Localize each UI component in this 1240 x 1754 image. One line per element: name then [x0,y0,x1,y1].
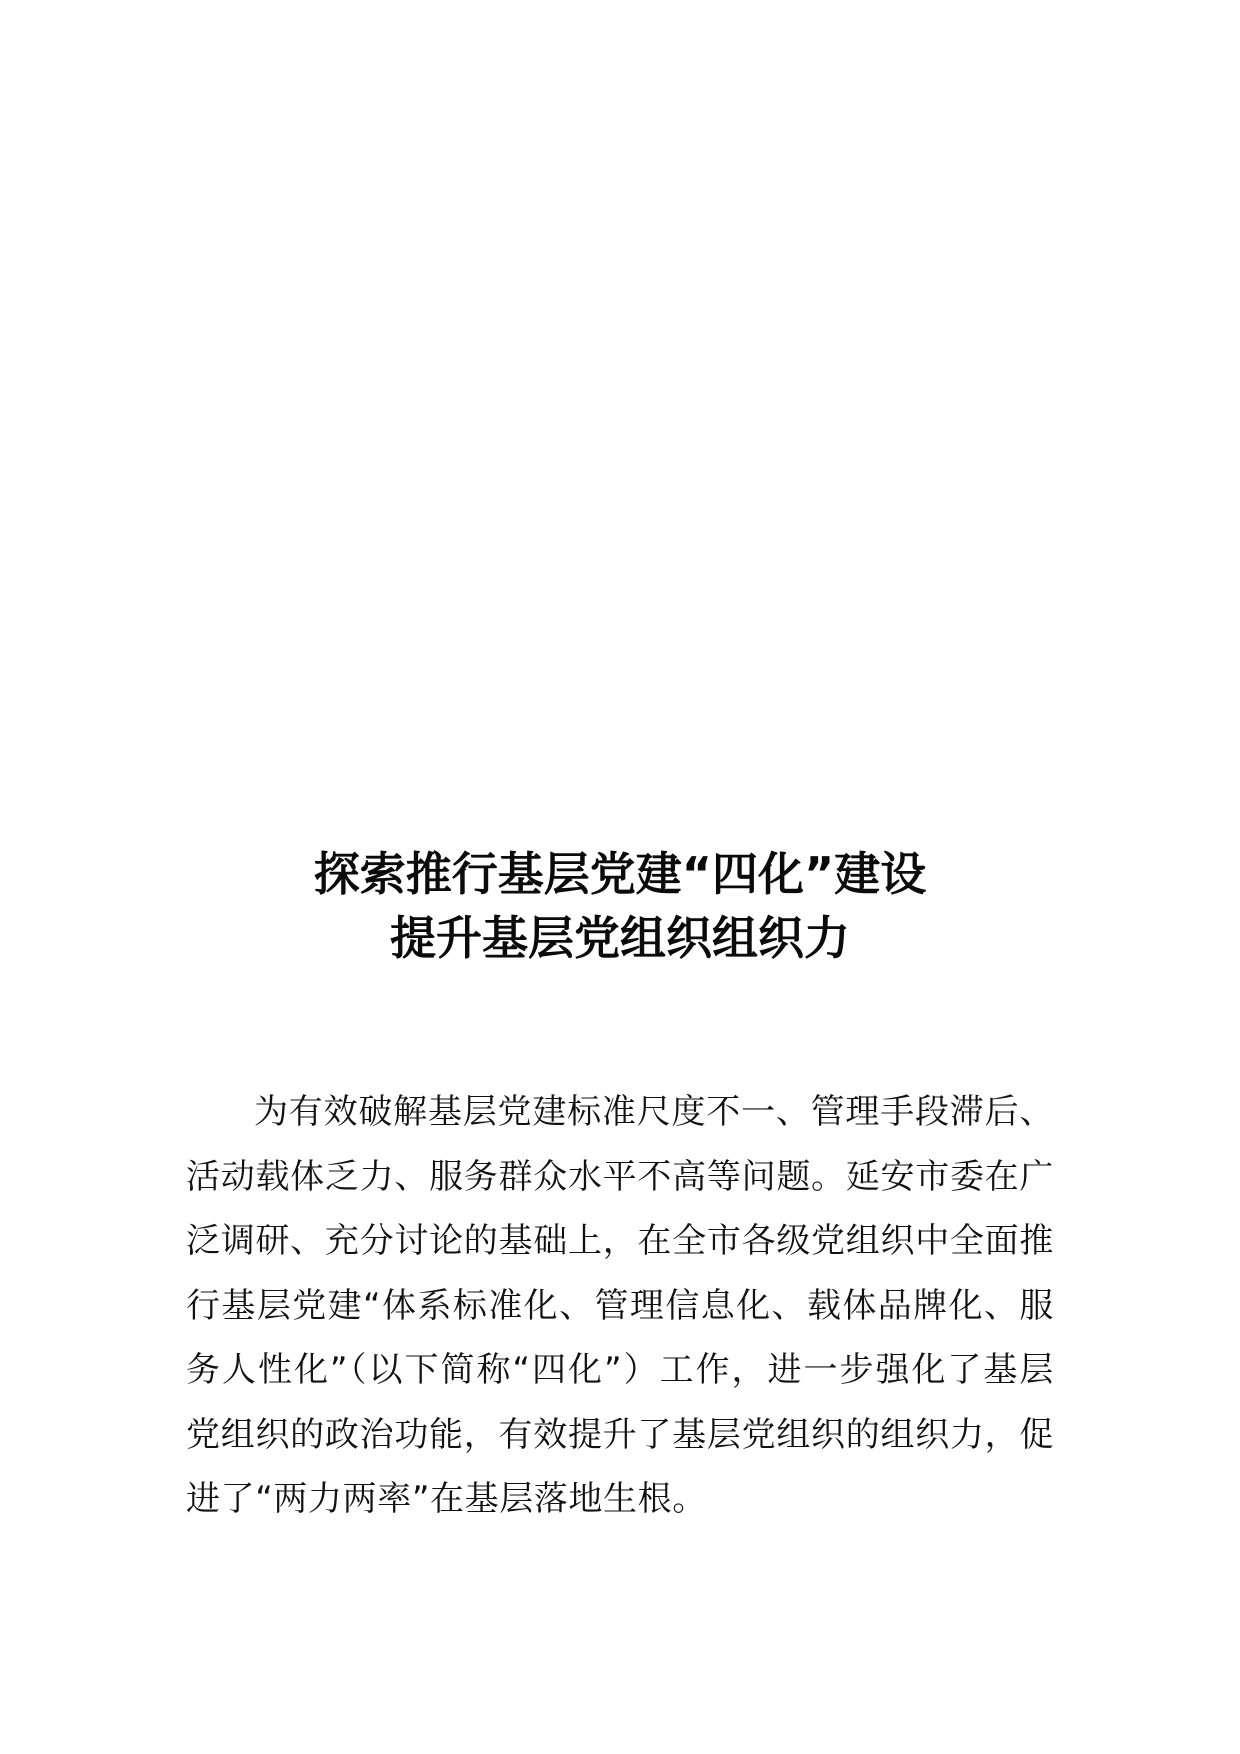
document-body [186,1080,1054,1532]
document-title [0,842,1240,970]
title-line-2: 提升基层党组织组织力 [390,911,850,965]
title-line-1: 探索推行基层党建“四化”建设 [313,847,927,901]
body-paragraph: 为有效破解基层党建标准尺度不一、管理手段滞后、活动载体乏力、服务群众水平不高等问题。延安市委在广泛调研、充分讨论的基础上，在全市各级党组织中全面推行基层党建“体系标准化、管理信息化、载体品牌化、服务人性化”（以下简称“四化”）工作，进一步强化了基层党组织的政治功能，有效提升了基层党组织的组织力，促进了“两力两率”在基层落地生根。 [186,1092,1054,1519]
